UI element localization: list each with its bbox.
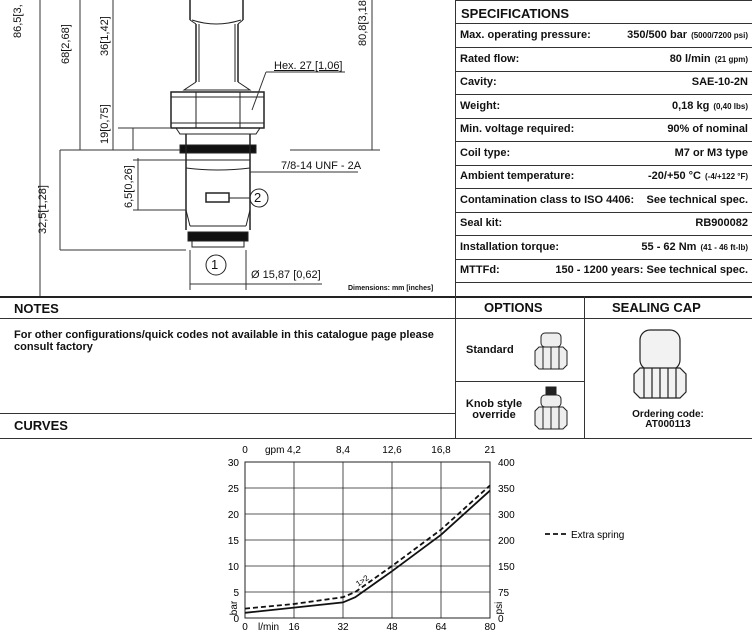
- dim-value: 36: [99, 43, 111, 56]
- y-tick-label-left: 20: [227, 510, 239, 521]
- spec-value-main: SAE-10-2N: [691, 76, 748, 88]
- dim-value-inches: [2,68]: [60, 24, 72, 52]
- spec-value: [647, 194, 749, 206]
- dim-value: 19: [99, 131, 111, 144]
- sealing-cap-icon: [630, 326, 690, 404]
- y-tick-label-left: 10: [227, 562, 239, 573]
- port-2-label: 2: [254, 190, 262, 205]
- spec-label: Cavity:: [460, 76, 497, 88]
- curve-label: 1>2: [354, 573, 371, 589]
- units-note: Dimensions: mm [inches]: [348, 285, 434, 292]
- spec-value: [641, 241, 748, 253]
- knob-override-icon: [531, 385, 571, 433]
- spec-label: Min. voltage required:: [460, 123, 575, 135]
- y-tick-label-left: 30: [227, 458, 239, 469]
- port-1-label: 1: [211, 257, 219, 272]
- option-knob-label: Knob style override: [465, 398, 523, 421]
- notes-title: NOTES: [14, 301, 59, 316]
- spec-row: [456, 259, 752, 283]
- spec-value: [675, 147, 748, 159]
- x-tick-label-top: 8,4: [336, 445, 350, 456]
- options-row-rule: [455, 381, 584, 382]
- spec-value-main: 80 l/min: [669, 52, 711, 65]
- x-axis-label-top: gpm: [265, 445, 285, 456]
- spec-value-unit: (21 gpm): [714, 54, 748, 64]
- notes-top-rule: [0, 296, 752, 298]
- x-tick-label-top: 4,2: [287, 445, 301, 456]
- spec-row: [456, 212, 752, 236]
- spec-label: Installation torque:: [460, 240, 559, 253]
- spec-value: [667, 123, 748, 135]
- spec-value-unit: (5000/7200 psi): [691, 31, 748, 40]
- spec-value-unit: (41 - 46 ft-lb): [700, 242, 748, 252]
- spec-value: [648, 170, 748, 182]
- notes-header-rule: [0, 318, 455, 319]
- hex-label: Hex. 27 [1,06]: [274, 60, 343, 72]
- y-tick-label-right: 0: [498, 614, 504, 625]
- y-axis-label-left: bar: [229, 600, 240, 616]
- y-tick-label-right: 150: [498, 562, 515, 573]
- spec-row: [456, 236, 752, 260]
- ordering-code-label: Ordering code:: [632, 409, 704, 420]
- dim-value-inches: [3,18: [357, 0, 369, 25]
- sealing-cap-title: SEALING CAP: [612, 300, 701, 315]
- dim-value: 32,5: [37, 212, 49, 234]
- y-tick-label-right: 300: [498, 510, 515, 521]
- options-header-rule: [455, 318, 752, 319]
- curves-header-rule: [0, 438, 752, 439]
- y-tick-label-right: 400: [498, 458, 515, 469]
- spec-value-main: RB900082: [695, 217, 748, 229]
- spec-value: [672, 100, 748, 112]
- spec-value-main: -20/+50 °C: [647, 170, 701, 182]
- spec-top-border: [455, 0, 752, 1]
- spec-value-main: 150 - 1200 years: See technical spec.: [555, 264, 748, 276]
- spec-value: [692, 76, 748, 88]
- x-tick-label-bottom: 64: [435, 622, 447, 631]
- x-tick-label-top: 0: [242, 445, 248, 456]
- curves-top-rule: [0, 413, 455, 414]
- spec-value-main: See technical spec.: [646, 193, 748, 206]
- dim-value: 6,5: [123, 192, 135, 208]
- y-tick-label-right: 75: [498, 588, 510, 599]
- spec-label: Coil type:: [460, 146, 511, 159]
- spec-label: Max. operating pressure:: [460, 29, 591, 41]
- diameter-label: Ø 15,87 [0,62]: [251, 269, 321, 281]
- y-tick-label-right: 200: [498, 536, 515, 547]
- series-line-extra-spring: [245, 485, 490, 608]
- spec-value: [555, 264, 748, 276]
- x-tick-label-top: 12,6: [382, 445, 402, 456]
- spec-label: Seal kit:: [460, 217, 503, 229]
- spec-row: [456, 95, 752, 119]
- spec-label: Ambient temperature:: [460, 170, 575, 182]
- x-tick-label-bottom: 48: [386, 622, 398, 631]
- spec-title: SPECIFICATIONS: [461, 6, 570, 21]
- x-axis-label-bottom: l/min: [258, 622, 280, 631]
- spec-value-unit: (0,40 lbs): [713, 101, 748, 111]
- spec-label: Rated flow:: [460, 52, 520, 65]
- spec-row: [456, 118, 752, 142]
- y-axis-label-right: psi: [494, 601, 505, 615]
- notes-text: For other configurations/quick codes not available in this catalogue page please consult factory: [14, 329, 434, 353]
- spec-row: [456, 24, 752, 48]
- dim-value-inches: [1,42]: [99, 16, 111, 44]
- spec-value-main: 90% of nominal: [667, 123, 748, 135]
- dim-value-inches: [3,: [12, 4, 24, 17]
- dim-label-86-5: [4, 0, 32, 40]
- spec-value: [670, 53, 748, 65]
- spec-value-unit: (-4/+122 °F): [705, 172, 748, 181]
- options-title: OPTIONS: [484, 300, 543, 315]
- dim-value: 68: [60, 51, 72, 64]
- spec-label: MTTFd:: [460, 264, 500, 276]
- spec-value-main: 350/500 bar: [627, 29, 688, 41]
- spec-row: [456, 48, 752, 72]
- standard-cap-icon: [531, 329, 571, 373]
- option-standard-label: Standard: [466, 344, 514, 356]
- legend-label: Extra spring: [571, 530, 625, 541]
- spec-value: [695, 217, 748, 229]
- ordering-code-value: AT000113: [645, 419, 691, 430]
- spec-row: [456, 142, 752, 166]
- dim-value-inches: [0,75]: [99, 104, 111, 132]
- dim-value: 86,5: [12, 16, 24, 38]
- spec-label: Contamination class to ISO 4406:: [460, 193, 635, 206]
- spec-row: [456, 189, 752, 213]
- thread-label: 7/8-14 UNF - 2A: [281, 160, 362, 172]
- dim-value-inches: [1,28]: [37, 185, 49, 213]
- x-tick-label-bottom: 80: [484, 622, 496, 631]
- x-tick-label-top: 21: [484, 445, 496, 456]
- spec-row: [456, 165, 752, 189]
- dim-value-inches: [0,26]: [123, 165, 135, 193]
- spec-label: Weight:: [460, 99, 501, 112]
- y-tick-label-left: 5: [233, 588, 239, 599]
- y-tick-label-right: 350: [498, 484, 515, 495]
- y-tick-label-left: 25: [227, 484, 239, 495]
- spec-value: [627, 29, 748, 41]
- y-tick-label-left: 0: [233, 614, 239, 625]
- y-tick-label-left: 15: [227, 536, 239, 547]
- spec-value-main: M7 or M3 type: [674, 146, 748, 159]
- spec-row: [456, 71, 752, 95]
- x-tick-label-top: 16,8: [431, 445, 451, 456]
- pressure-flow-chart: [200, 440, 752, 631]
- x-tick-label-bottom: 32: [337, 622, 349, 631]
- x-tick-label-bottom: 0: [242, 622, 248, 631]
- spec-value-main: 0,18 kg: [672, 99, 710, 112]
- dim-value: 80,8: [357, 24, 369, 46]
- x-tick-label-bottom: 16: [288, 622, 300, 631]
- spec-value-main: 55 - 62 Nm: [641, 240, 697, 253]
- series-line-standard: [245, 491, 490, 613]
- curves-title: CURVES: [14, 418, 68, 433]
